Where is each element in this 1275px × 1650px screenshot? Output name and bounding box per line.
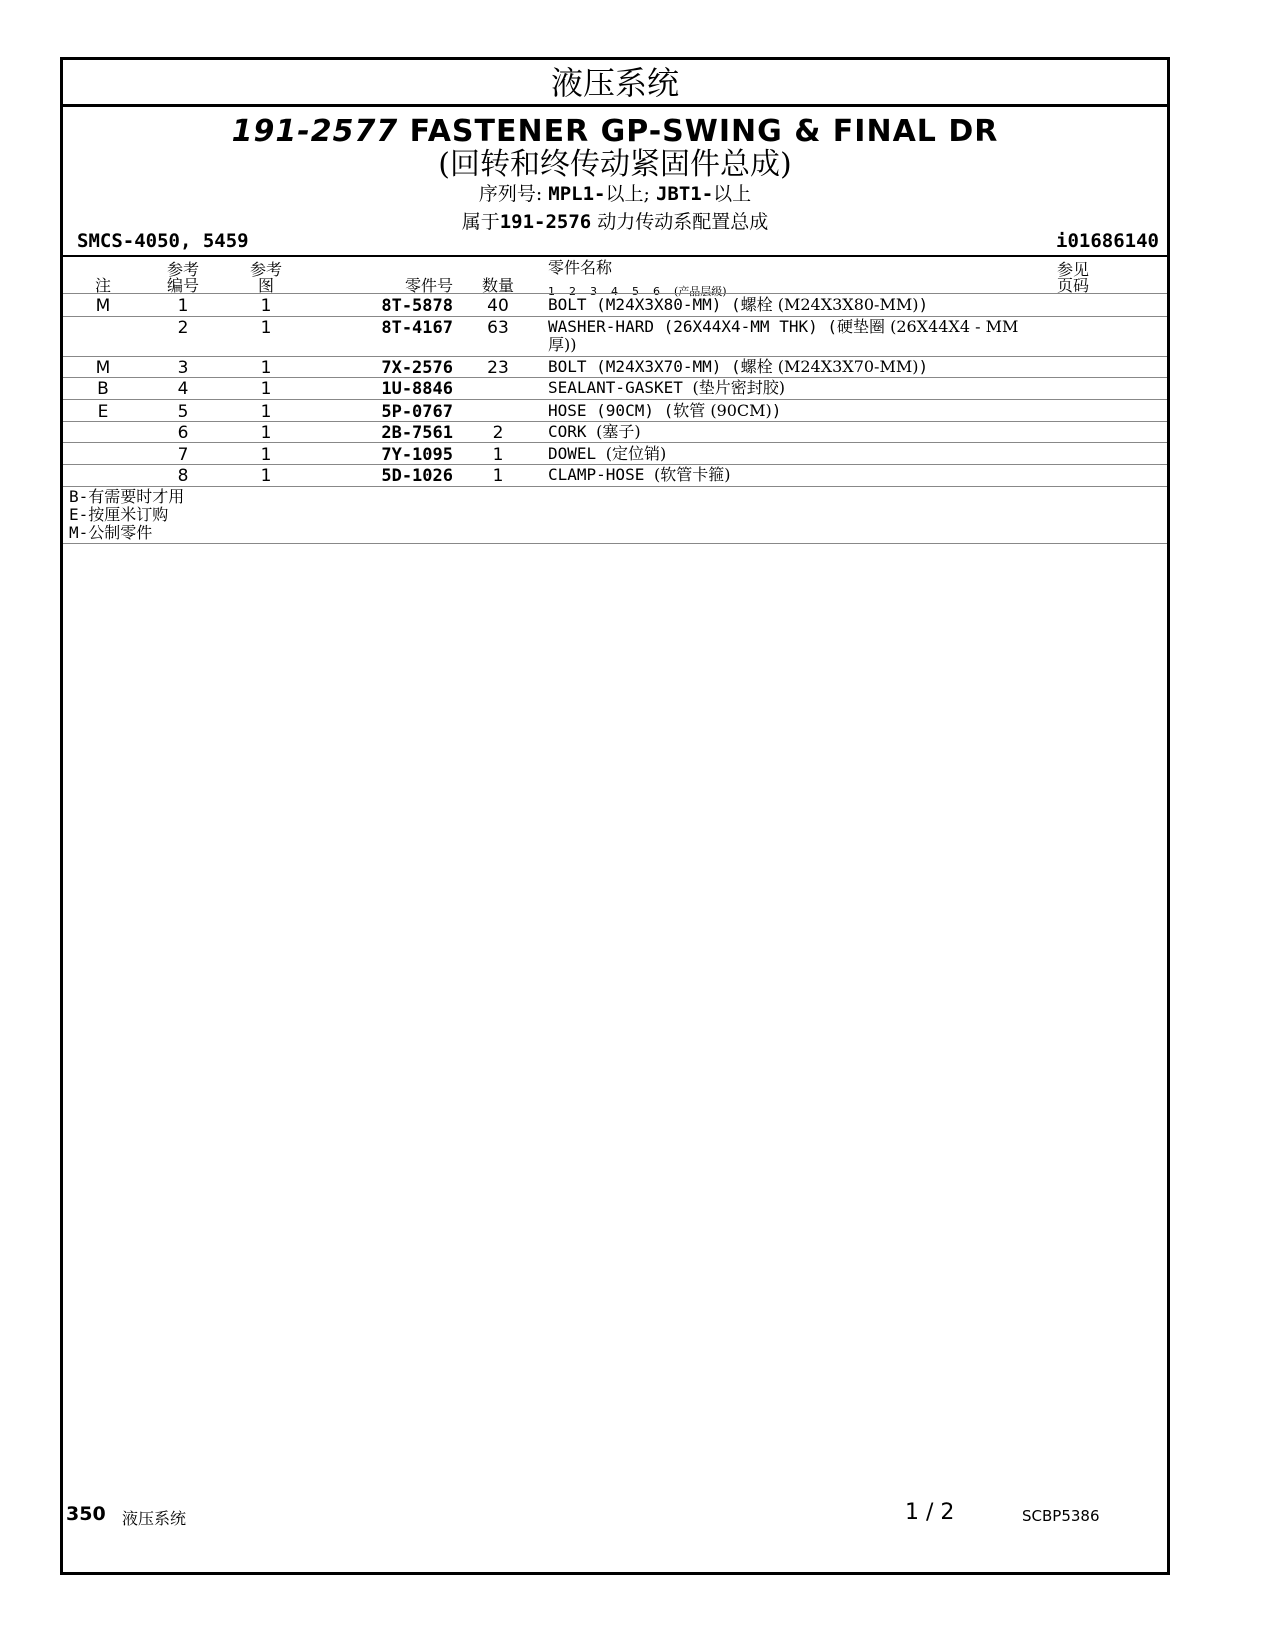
row-name-line2: 厚)) [548,335,577,354]
assembly-name-cn: (回转和终传动紧固件总成) [438,147,792,182]
parent-prefix: 属于 [461,211,500,233]
legend-text: 公制零件 [88,523,153,542]
serial-suffix-2: 以上 [713,183,752,205]
assembly-name: FASTENER GP-SWING & FINAL DR [409,114,999,149]
parent-part-number: 191-2576 [499,211,592,233]
header-note: 注 [94,276,111,295]
row-part-number: 5P-0767 [381,402,453,422]
row-name-cn: (定位销) [605,444,667,463]
header-see-page-1: 参见 [1056,260,1089,279]
row-part-number: 7Y-1095 [381,445,453,465]
row-qty: 1 [492,466,504,486]
row-part-name [548,379,1048,397]
header-part-no: 零件号 [404,276,453,295]
header-ref-2: 编号 [166,276,199,295]
row-part-name [548,445,1048,463]
header-rule [63,293,1167,294]
page-frame [60,57,1170,1575]
assembly-title [63,114,1167,150]
header-fig-1: 参考 [249,260,282,279]
header-see-page-2: 页码 [1056,276,1089,295]
row-name-cn: (垫片密封胶) [692,378,785,397]
row-ref: 3 [177,358,189,378]
row-part-name [548,296,1048,314]
row-rule [63,399,1167,400]
row-name-cn: 软管 (90CM) [673,401,772,420]
serial-prefix-2: JBT1- [655,183,714,205]
row-note: B [97,379,109,399]
row-name-en: HOSE (90CM) ( [548,401,674,420]
row-name-en: SEALANT-GASKET [548,378,693,397]
row-fig: 1 [260,296,272,316]
row-name-en: CORK [548,422,597,441]
row-fig: 1 [260,402,272,422]
table-row [63,296,1167,318]
illustration-id: i01686140 [1056,230,1159,252]
row-part-name [548,358,1048,376]
legend-item [69,506,184,524]
row-part-name [548,423,1048,441]
row-part-number: 8T-4167 [381,318,453,338]
row-fig: 1 [260,318,272,338]
row-name-end: ) [918,295,929,314]
row-qty: 63 [487,318,509,338]
legend-item [69,524,184,542]
row-part-number: 5D-1026 [381,466,453,486]
row-name-en: BOLT (M24X3X80-MM) ( [548,295,741,314]
footer-page-of: 1 / 2 [905,1500,955,1525]
row-part-name [548,466,1048,484]
row-name-cn: 螺栓 (M24X3X70-MM) [740,357,919,376]
serial-prefix-1: MPL1- [548,183,606,205]
table-top-rule [63,255,1167,257]
header-ref-1: 参考 [166,260,199,279]
row-name-en: BOLT (M24X3X70-MM) ( [548,357,741,376]
row-fig: 1 [260,358,272,378]
level-5: 5 [632,285,639,298]
row-name-en: DOWEL [548,444,606,463]
row-part-number: 1U-8846 [381,379,453,399]
level-6: 6 [653,285,660,298]
table-row [63,466,1167,488]
serial-label: 序列号: [478,183,543,205]
row-name-cn: (塞子) [596,422,641,441]
assembly-part-number: 191-2577 [231,114,399,149]
row-name-en: WASHER-HARD (26X44X4-MM THK) ( [548,317,837,336]
row-note: M [95,358,111,378]
level-label: (产品层级) [674,285,727,298]
legend-text: 按厘米订购 [88,505,169,524]
level-2: 2 [569,285,576,298]
row-part-name [548,318,1048,354]
level-3: 3 [590,285,597,298]
row-ref: 8 [177,466,189,486]
row-ref: 6 [177,423,189,443]
legend-key: B- [69,487,89,506]
row-fig: 1 [260,445,272,465]
level-1: 1 [548,285,555,298]
legend-rule [63,543,1167,544]
smcs-code: SMCS-4050, 5459 [77,230,249,252]
row-ref: 7 [177,445,189,465]
footer-section: 液压系统 [122,1509,187,1528]
legend-key: E- [69,505,89,524]
row-name-cn: (软管卡箍) [653,465,731,484]
serial-suffix-1: 以上; [605,183,650,205]
title-block [63,114,1167,236]
legend-key: M- [69,523,89,542]
legend-item [69,488,184,506]
row-part-name [548,402,1048,420]
row-fig: 1 [260,466,272,486]
parent-name: 动力传动系配置总成 [597,211,769,233]
table-row [63,379,1167,401]
row-rule [63,442,1167,443]
row-ref: 1 [177,296,189,316]
row-qty: 2 [492,423,504,443]
level-4: 4 [611,285,618,298]
row-fig: 1 [260,423,272,443]
legend-text: 有需要时才用 [88,487,185,506]
row-rule [63,486,1167,487]
row-name-cn: 硬垫圈 (26X44X4 - MM [836,317,1019,336]
row-name-end: ) [771,401,782,420]
header-qty: 数量 [481,276,514,295]
section-title: 液压系统 [63,60,1167,107]
row-part-number: 8T-5878 [381,296,453,316]
row-part-number: 2B-7561 [381,423,453,443]
row-ref: 5 [177,402,189,422]
row-note: M [95,296,111,316]
row-name-cn: 螺栓 (M24X3X80-MM) [740,295,919,314]
footer-page-number: 350 [66,1503,106,1525]
legend [69,488,184,542]
row-ref: 2 [177,318,189,338]
header-part-name: 零件名称 [548,258,613,277]
table-row [63,318,1167,356]
header-fig-2: 图 [257,276,274,295]
footer-doc-id: SCBP5386 [1022,1507,1100,1525]
row-qty: 40 [487,296,509,316]
row-part-number: 7X-2576 [381,358,453,378]
row-qty: 23 [487,358,509,378]
serial-range [63,180,1167,208]
row-qty: 1 [492,445,504,465]
row-name-end: ) [918,357,929,376]
row-note: E [97,402,109,422]
row-name-en: CLAMP-HOSE [548,465,654,484]
row-ref: 4 [177,379,189,399]
row-fig: 1 [260,379,272,399]
